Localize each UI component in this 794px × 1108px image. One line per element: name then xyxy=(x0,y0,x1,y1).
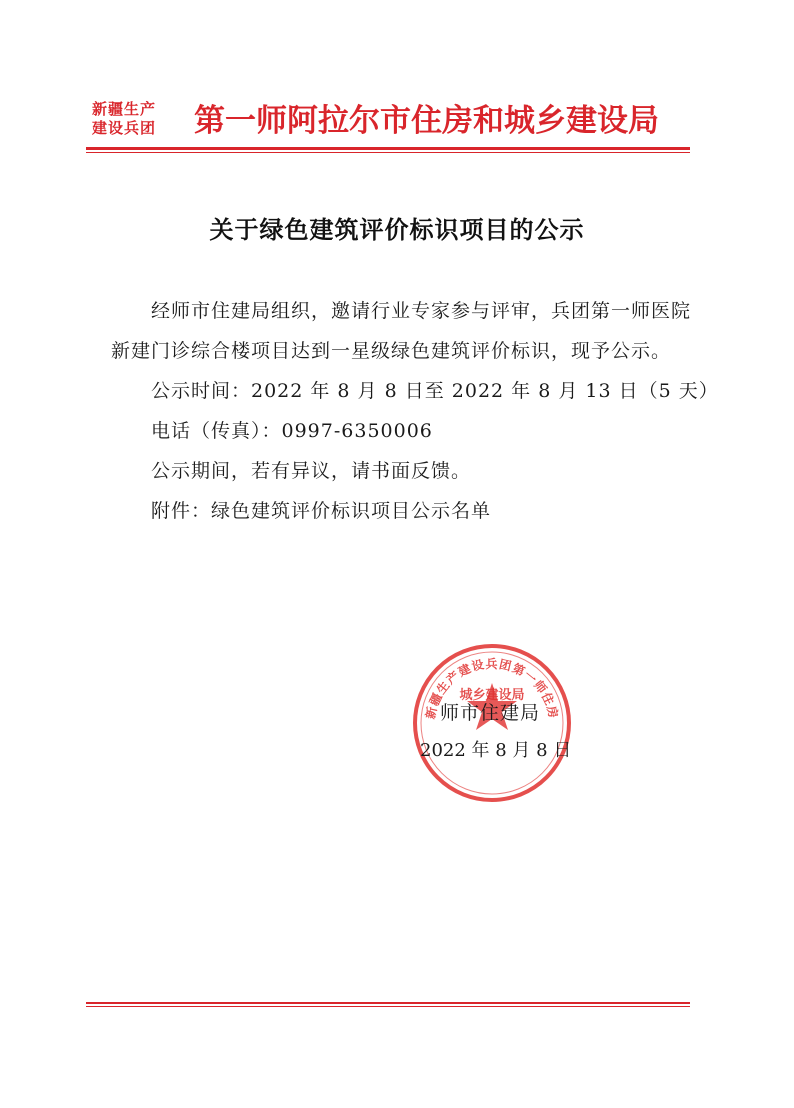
document-body xyxy=(111,291,719,531)
attachment-note: 附件：绿色建筑评价标识项目公示名单 xyxy=(151,500,492,522)
letterhead-rule-thin xyxy=(86,152,690,153)
seal-inner-text: 城乡建设局 xyxy=(459,688,525,703)
notice-period: 公示时间：2022 年 8 月 8 日至 2022 年 8 月 13 日（5 天） xyxy=(151,380,719,402)
letterhead-org xyxy=(92,100,192,138)
letterhead-rule xyxy=(86,147,690,150)
letterhead-org-line2: 建设兵团 xyxy=(92,119,157,137)
body-paragraph: 经师市住建局组织，邀请行业专家参与评审，兵团第一师医院新建门诊综合楼项目达到一星级绿色建筑评价标识，现予公示。 xyxy=(111,300,692,362)
document-title: 关于绿色建筑评价标识项目的公示 xyxy=(209,216,585,244)
letterhead-agency: 第一师阿拉尔市住房和城乡建设局 xyxy=(194,103,659,139)
issue-date: 2022 年 8 月 8 日 xyxy=(420,740,572,761)
footer-rule-thin xyxy=(86,1006,690,1007)
seal-ring-text: 新疆生产建设兵团第一师住房 xyxy=(423,656,561,721)
letterhead-org-line1: 新疆生产 xyxy=(92,100,157,118)
objection-note: 公示期间，若有异议，请书面反馈。 xyxy=(151,460,472,482)
contact-phone: 电话（传真）：0997-6350006 xyxy=(151,420,433,442)
issuer-name: 师市住建局 xyxy=(440,702,541,724)
footer-rule xyxy=(86,1002,690,1004)
